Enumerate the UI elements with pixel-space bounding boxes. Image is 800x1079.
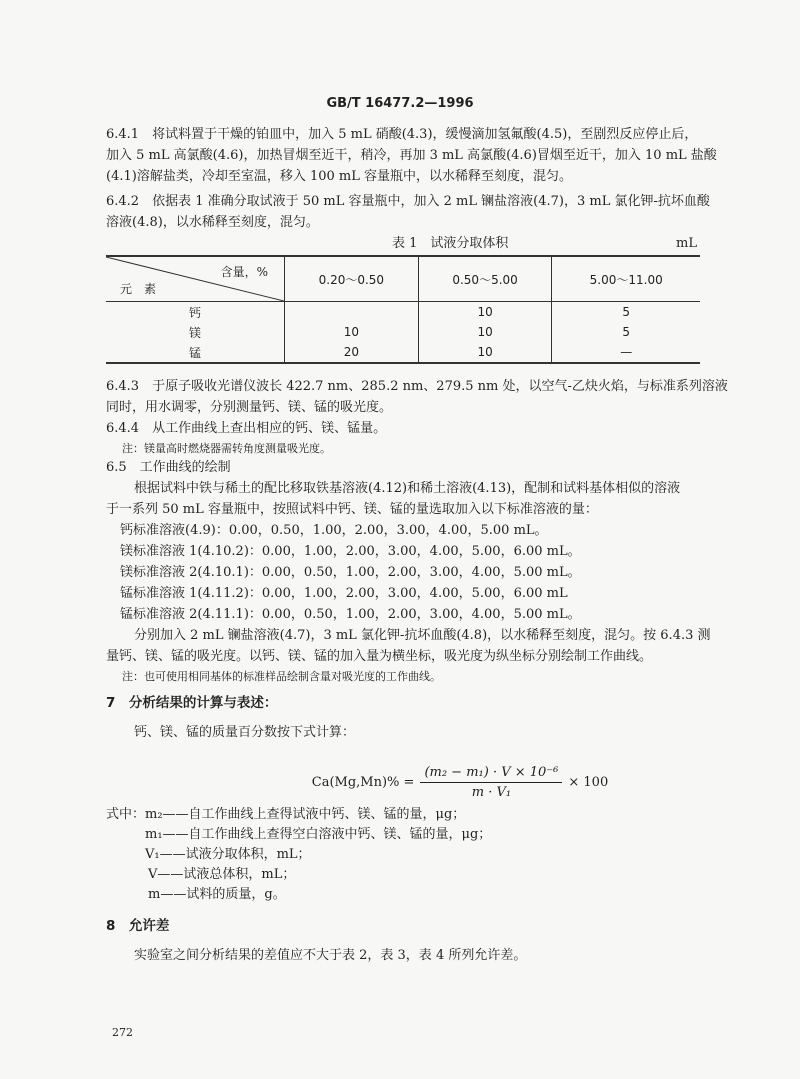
where-line: 式中：m₂——自工作曲线上查得试液中钙、镁、锰的量，μg； (106, 807, 466, 822)
where-line: V₁——试液分取体积，mL； (145, 847, 311, 862)
table1-cell (285, 302, 419, 323)
table1-unit: mL (676, 236, 697, 251)
section-6-5-title: 6.5 工作曲线的绘制 (106, 460, 231, 475)
formula-numerator: (m₂ − m₁) · V × 10⁻⁶ (420, 765, 562, 783)
section-8-title: 8 允许差 (106, 918, 170, 934)
section-6-4-3-line1: 6.4.3 于原子吸收光谱仪波长 422.7 nm、285.2 nm、279.5 nm 处，以空气-乙炔火焰，与标准系列溶液 (106, 379, 728, 394)
table1-row-element: 锰 (106, 342, 285, 363)
formula-rhs: × 100 (568, 775, 609, 790)
std-line: 锰标准溶液 1(4.11.2)：0.00，1.00，2.00，3.00，4.00，5.00，6.00 mL (120, 586, 568, 601)
section-6-5-para-line1: 根据试料中铁与稀土的配比移取铁基溶液(4.12)和稀土溶液(4.13)，配制和试料基体相似的溶液 (134, 481, 681, 496)
formula-denominator: m · V₁ (471, 785, 512, 800)
table1-corner-top: 含量，% (220, 265, 268, 279)
table1-corner-bottom: 元 素 (120, 282, 157, 296)
std-line: 锰标准溶液 2(4.11.1)：0.00，0.50，1.00，2.00，3.00，4.00，5.00 mL。 (120, 607, 581, 622)
table1 (106, 255, 700, 364)
table1-cell: 20 (285, 342, 419, 363)
section-6-5-para2-line1: 分别加入 2 mL 镧盐溶液(4.7)，3 mL 氯化钾-抗坏血酸(4.8)，以水稀释至刻度，混匀。按 6.4.3 测 (134, 628, 711, 643)
std-line: 镁标准溶液 2(4.10.1)：0.00，0.50，1.00，2.00，3.00，4.00，5.00 mL。 (120, 565, 581, 580)
table1-col-1: 0.20～0.50 (285, 256, 419, 302)
where-line: m——试料的质量，g。 (148, 887, 286, 902)
section-6-5-para2-line2: 量钙、镁、锰的吸光度。以钙、镁、锰的加入量为横坐标，吸光度为纵坐标分别绘制工作曲线。 (106, 649, 653, 664)
formula-fraction (420, 765, 562, 800)
table1-cell: 5 (552, 302, 700, 323)
formula-lhs: Ca(Mg,Mn)% = (311, 775, 415, 790)
section-7-title: 7 分析结果的计算与表述： (106, 695, 278, 711)
section-6-4-2-line2: 溶液(4.8)，以水稀释至刻度，混匀。 (106, 215, 319, 230)
table1-cell: 10 (418, 322, 552, 342)
section-6-4-1-line1: 6.4.1 将试料置于干燥的铂皿中，加入 5 mL 硝酸(4.3)，缓慢滴加氢氟酸(4.5)，至剧烈反应停止后， (106, 127, 698, 142)
table1-row (106, 342, 700, 363)
std-line: 镁标准溶液 1(4.10.2)：0.00，1.00，2.00，3.00，4.00，5.00，6.00 mL。 (120, 544, 581, 559)
formula (0, 765, 800, 800)
section-6-4-3-line2: 同时，用水调零，分别测量钙、镁、锰的吸光度。 (106, 400, 393, 415)
note-1: 注：镁量高时燃烧器需转角度测量吸光度。 (122, 442, 331, 455)
where-line: m₁——自工作曲线上查得空白溶液中钙、镁、锰的量，μg； (145, 827, 492, 842)
table1-caption: 表 1 试液分取体积 (392, 236, 509, 251)
table1-cell: 5 (552, 322, 700, 342)
section-6-4-1-line3: (4.1)溶解盐类，冷却至室温，移入 100 mL 容量瓶中，以水稀释至刻度，混匀。 (106, 169, 572, 184)
table1-cell: — (552, 342, 700, 363)
table1-col-3: 5.00～11.00 (552, 256, 700, 302)
table1-row-element: 钙 (188, 305, 201, 320)
section-6-4-1-line2: 加入 5 mL 高氯酸(4.6)，加热冒烟至近干，稍冷，再加 3 mL 高氯酸(4.6)冒烟至近干，加入 10 mL 盐酸 (106, 148, 717, 163)
table1-col-2: 0.50～5.00 (418, 256, 552, 302)
table1-cell: 10 (418, 342, 552, 363)
table1-cell: 10 (418, 302, 552, 323)
section-8-para: 实验室之间分析结果的差值应不大于表 2，表 3，表 4 所列允许差。 (134, 948, 527, 963)
document-header: GB/T 16477.2—1996 (326, 96, 474, 111)
table1-row-element: 镁 (188, 325, 201, 340)
section-6-4-4: 6.4.4 从工作曲线上查出相应的钙、镁、锰量。 (106, 421, 387, 436)
std-line: 钙标准溶液(4.9)：0.00，0.50，1.00，2.00，3.00，4.00，5.00 mL。 (120, 523, 548, 538)
section-7-para: 钙、镁、锰的质量百分数按下式计算： (134, 725, 356, 740)
table1-row (106, 322, 700, 342)
table1-row (106, 302, 700, 323)
section-6-4-2-line1: 6.4.2 依据表 1 准确分取试液于 50 mL 容量瓶中，加入 2 mL 镧盐溶液(4.7)，3 mL 氯化钾-抗坏血酸 (106, 194, 710, 209)
page-number: 272 (112, 1026, 133, 1039)
note-2: 注：也可使用相同基体的标准样品绘制含量对吸光度的工作曲线。 (122, 670, 441, 683)
table1-corner-cell (106, 256, 285, 302)
where-line: V——试液总体积，mL； (148, 867, 296, 882)
section-6-5-para-line2: 于一系列 50 mL 容量瓶中，按照试料中钙、镁、锰的量选取加入以下标准溶液的量： (106, 502, 598, 517)
table1-header-row (106, 256, 700, 302)
table1-cell: 10 (285, 322, 419, 342)
